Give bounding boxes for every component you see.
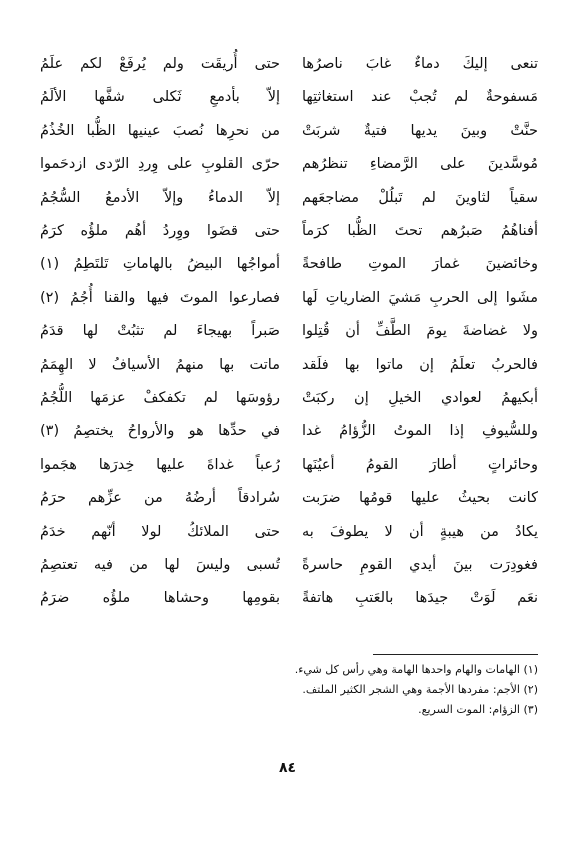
poem-body (40, 49, 538, 619)
verse-second-hemistich: رُعباً غداةَ عليها خِدرَها هجَموا (40, 456, 280, 473)
verse-second-hemistich: إلاّ الدماءُ وإلاّ الأدمعُ السُّجُمُ (40, 189, 280, 206)
verse-line (40, 450, 538, 481)
verse-second-hemistich: بقومِها وحشاها ملؤُه ضرَمُ (40, 590, 280, 607)
verse-first-hemistich: فغودِرَت بينَ أيدي القومِ حاسرةً (302, 557, 538, 573)
verse-line (40, 82, 538, 113)
verse-first-hemistich: مشَوا إلى الحربِ مَشيَ الضارياتِ لَها (302, 289, 538, 306)
verse-first-hemistich: مَسفوحةٌ لم تُجبْ عند استغاثتِها (302, 89, 538, 106)
verse-line (40, 350, 538, 381)
footnotes (58, 660, 538, 720)
verse-second-hemistich: ماتت بها منهمُ الأسيافُ لا الهِمَمُ (40, 356, 280, 373)
verse-line (40, 550, 538, 581)
verse-second-hemistich: فصارعوا الموتَ فيها والقنا أُجُمُ (٢) (40, 289, 280, 306)
verse-line (40, 583, 538, 614)
verse-first-hemistich: حنَّتْ وبينَ يديها فتيةٌ شربَتْ (302, 122, 538, 139)
verse-line (40, 49, 538, 80)
verse-first-hemistich: نعَم لَوَتْ جيدَها بالعَتبِ هاتفةً (302, 590, 538, 607)
verse-second-hemistich: حتى قضَوا ووِردُ أهُم ملؤُه كرَمُ (40, 223, 280, 239)
verse-line (40, 283, 538, 314)
verse-second-hemistich: إلاّ بأدمعِ ثَكلى شفَّها الألَمُ (40, 89, 280, 106)
footnote-1: (١) الهامات والهام واحدها الهامة وهي رأس كل شيء. (294, 663, 538, 676)
verse-second-hemistich: أمواجُها البيضُ بالهاماتِ تَلتَطِمُ (١) (40, 256, 280, 273)
footnote-3: (٣) الزؤام: الموت السريع. (418, 703, 538, 716)
footnote-2: (٢) الأجم: مفردها الأجمة وهي الشجر الكثير الملتف. (302, 683, 538, 696)
verse-first-hemistich: وللسُّيوفِ إذا الموتُ الزُّؤامُ غدا (302, 423, 538, 440)
verse-line (40, 316, 538, 347)
verse-first-hemistich: وحائراتٍ أطارَ القومُ أعيُنَها (302, 456, 538, 473)
verse-second-hemistich: صَبراً بهيجاءَ لم تثبُتْ لها قدَمُ (40, 323, 280, 340)
page-number: ٨٤ (278, 760, 297, 776)
verse-first-hemistich: سقياً لثاوينَ لم تَبلُلْ مضاجعَهم (302, 189, 538, 206)
verse-first-hemistich: ولا غضاضةَ يومَ الطَّفِّ أن قُتِلوا (302, 323, 538, 340)
verse-first-hemistich: كانت بحيثُ عليها قومُها ضرَبت (302, 490, 538, 507)
verse-line (40, 517, 538, 548)
verse-line (40, 149, 538, 180)
verse-first-hemistich: مُوسَّدينَ على الرَّمضاءِ تنظرُهم (302, 156, 538, 173)
verse-line (40, 249, 538, 280)
verse-first-hemistich: يكادُ من هيبةٍ أن لا يطوفَ به (302, 523, 538, 540)
verse-second-hemistich: حرّى القلوبِ على وِردِ الرّدى ازدحَموا (40, 156, 280, 173)
verse-second-hemistich: من نحرِها نُصبَ عينيها الظُّبا الخُذُمُ (40, 122, 280, 139)
verse-second-hemistich: في حدِّها هو والأرواحُ يختصِمُ (٣) (40, 423, 280, 440)
verse-first-hemistich: أفناهُمُ صَبرُهم تحتَ الظُّبا كرَماً (302, 223, 538, 239)
verse-first-hemistich: فالحربُ تعلَمُ إن ماتوا بها فلَقد (302, 356, 538, 373)
verse-line (40, 383, 538, 414)
verse-first-hemistich: أبكيهمُ لعوادي الخيلِ إن ركبَتْ (302, 390, 538, 406)
verse-second-hemistich: رؤوسَها لم تكفكفْ عزمَها اللُّجُمُ (40, 390, 280, 406)
verse-second-hemistich: سُرادقاً أرضُهُ من عزِّهم حرَمُ (40, 490, 280, 507)
verse-line (40, 116, 538, 147)
verse-line (40, 483, 538, 514)
footnote-divider (373, 654, 538, 655)
verse-first-hemistich: وخائضينَ غمارَ الموتِ طافحةً (302, 256, 538, 273)
verse-line (40, 216, 538, 247)
verse-line (40, 183, 538, 214)
verse-second-hemistich: تُسبى وليسَ لها من فيه تعتصِمُ (40, 557, 280, 573)
verse-line (40, 416, 538, 447)
verse-first-hemistich: تنعى إليكَ دماءٌ غابَ ناصرُها (302, 56, 538, 72)
verse-second-hemistich: حتى الملائكُ لولا أنّهم خدَمُ (40, 523, 280, 540)
verse-second-hemistich: حتى أُريقَت ولم يُرفَعْ لكم علَمُ (40, 56, 280, 72)
